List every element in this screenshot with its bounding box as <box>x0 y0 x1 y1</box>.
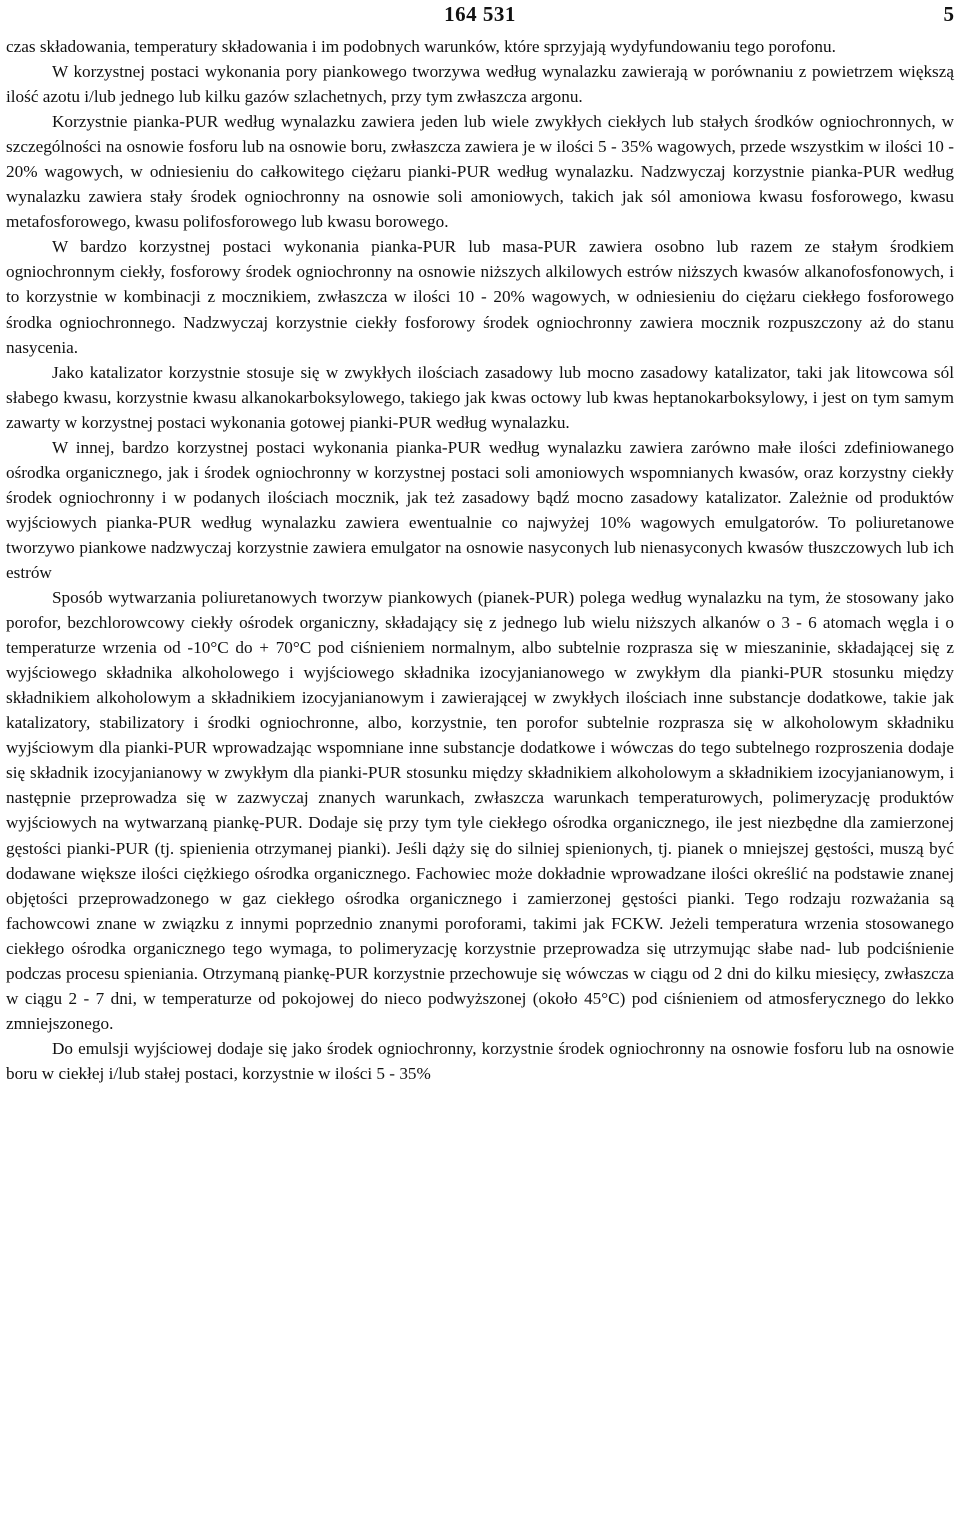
paragraph-5: Jako katalizator korzystnie stosuje się w zwykłych ilościach zasadowy lub mocno zasadowy katalizator, taki jak litowcowa sól słabego kwasu, korzystnie kwasu alkanokarboksylowego, takiego jak kwas octowy lub kwas heptanokarboksylowy, i jest on tym samym zawarty w korzystnej postaci wykonania gotowej pianki-PUR według wynalazku. <box>6 362 954 432</box>
paragraph-8: Do emulsji wyjściowej dodaje się jako środek ogniochronny, korzystnie środek ogniochronny na osnowie fosforu lub na osnowie boru w ciekłej i/lub stałej postaci, korzystnie w ilości 5 - 35% <box>6 1038 954 1083</box>
paragraph-1: czas składowania, temperatury składowania i im podobnych warunków, które sprzyjają wydyfundowaniu tego porofonu. <box>6 37 836 56</box>
paragraph-7: Sposób wytwarzania poliuretanowych tworzyw piankowych (pianek-PUR) polega według wynalazku na tym, że stosowany jako porofor, bezchlorowcowy ciekły ośrodek organiczny, składający się z jednego lub wielu niższych alkanów o 3 - 6 atomach węgla i o temperaturze wrzenia od -10°C do + 70°C pod ciśnieniem normalnym, albo subtelnie rozprasza się w mieszaninie, składającej się z wyjściowego składnika alkoholowego i wyjściowego składnika izocyjanianowego w zwykłym dla pianki-PUR stosunku między składnikiem alkoholowym a składnikiem izocyjanianowym i zawierającej w zwykłych ilościach inne substancje dodatkowe, takie jak katalizatory, stabilizatory i środki ogniochronne, albo, korzystnie, ten porofor subtelnie rozprasza się w alkoholowym składniku wyjściowym dla pianki-PUR wprowadzając wspomniane inne substancje dodatkowe i wówczas do tego subtelnego rozproszenia dodaje się składnik izocyjanianowy w zwykłym dla pianki-PUR stosunku między składnikiem alkoholowym a składnikiem izocyjanianowym, i następnie przeprowadza się w zazwyczaj znanych warunkach, zwłaszcza warunkach temperaturowych, polimeryzację produktów wyjściowych na wytwarzaną piankę-PUR. Dodaje się przy tym tyle ciekłego ośrodka organicznego, ile jest niezbędne dla zamierzonej gęstości pianki-PUR (tj. spienienia otrzymanej pianki). Jeśli dąży się do silniej spienionych, tj. pianek o mniejszej gęstości, muszą być dodawane większe ilości ciężkiego ośrodka organicznego. Fachowiec może dokładnie wprowadzane ilości określić na podstawie znanej objętości przeprowadzonego w gaz ciekłego ośrodka organicznego i zamierzonej gęstości pianki. Tego rodzaju rozważania są fachowcowi znane w związku z innymi poprzednio znanymi poroforami, takimi jak FCKW. Jeżeli temperatura wrzenia stosowanego ciekłego ośrodka organicznego tego wymaga, to polimeryzację korzystnie przeprowadza się utrzymując słabe nad- lub podciśnienie podczas procesu spieniania. Otrzymaną piankę-PUR korzystnie przechowuje się wówczas w ciągu od 2 dni do kilku miesięcy, zwłaszcza w ciągu 2 - 7 dni, w temperaturze od pokojowej do nieco podwyższonej (około 45°C) pod ciśnieniem od atmosferycznego do lekko zmniejszonego. <box>6 588 954 1033</box>
patent-number: 164 531 <box>444 2 516 26</box>
document-page <box>6 0 954 1522</box>
page-header <box>6 0 954 34</box>
paragraph-3: Korzystnie pianka-PUR według wynalazku zawiera jeden lub wiele zwykłych ciekłych lub stałych środków ogniochronnych, w szczególności na osnowie fosforu lub na osnowie boru, zwłaszcza zawiera je w ilości 5 - 35% wagowych, przede wszystkim w ilości 10 - 20% wagowych, w odniesieniu do całkowitego ciężaru pianki-PUR według wynalazku. Nadzwyczaj korzystnie pianka-PUR według wynalazku zawiera stały środek ogniochronny na osnowie soli amoniowych, takich jak sól amoniowa kwasu fosforowego, kwasu metafosforowego, kwasu polifosforowego lub kwasu borowego. <box>6 112 954 232</box>
paragraph-6: W innej, bardzo korzystnej postaci wykonania pianka-PUR według wynalazku zawiera zarówno małe ilości zdefiniowanego ośrodka organicznego, jak i środek ogniochronny w korzystnej postaci soli amoniowych wspomnianych kwasów, oraz korzystny ciekły środek ogniochronny i w podanych ilościach mocznik, jak też zasadowy bądź mocno zasadowy katalizator. Zależnie od produktów wyjściowych pianka-PUR według wynalazku zawiera ewentualnie co najwyżej 10% wagowych emulgatorów. To poliuretanowe tworzywo piankowe nadzwyczaj korzystnie zawiera emulgator na osnowie nasyconych lub nienasyconych kwasów tłuszczowych lub ich estrów <box>6 437 954 582</box>
paragraph-2: W korzystnej postaci wykonania pory piankowego tworzywa według wynalazku zawierają w porównaniu z powietrzem większą ilość azotu i/lub jednego lub kilku gazów szlachetnych, przy tym zwłaszcza argonu. <box>6 62 954 107</box>
paragraph-4: W bardzo korzystnej postaci wykonania pianka-PUR lub masa-PUR zawiera osobno lub razem ze stałym środkiem ogniochronnym ciekły, fosforowy środek ogniochronny na osnowie niższych alkilowych estrów niższych kwasów alkanofosfonowych, i to korzystnie w kombinacji z mocznikiem, zwłaszcza w ilości 10 - 20% wagowych, w odniesieniu do ciężaru ciekłego fosforowego środka ogniochronnego. Nadzwyczaj korzystnie ciekły fosforowy środek ogniochronny zawiera mocznik rozpuszczony aż do stanu nasycenia. <box>6 237 954 357</box>
document-body <box>6 34 954 1086</box>
page-number: 5 <box>943 2 954 26</box>
